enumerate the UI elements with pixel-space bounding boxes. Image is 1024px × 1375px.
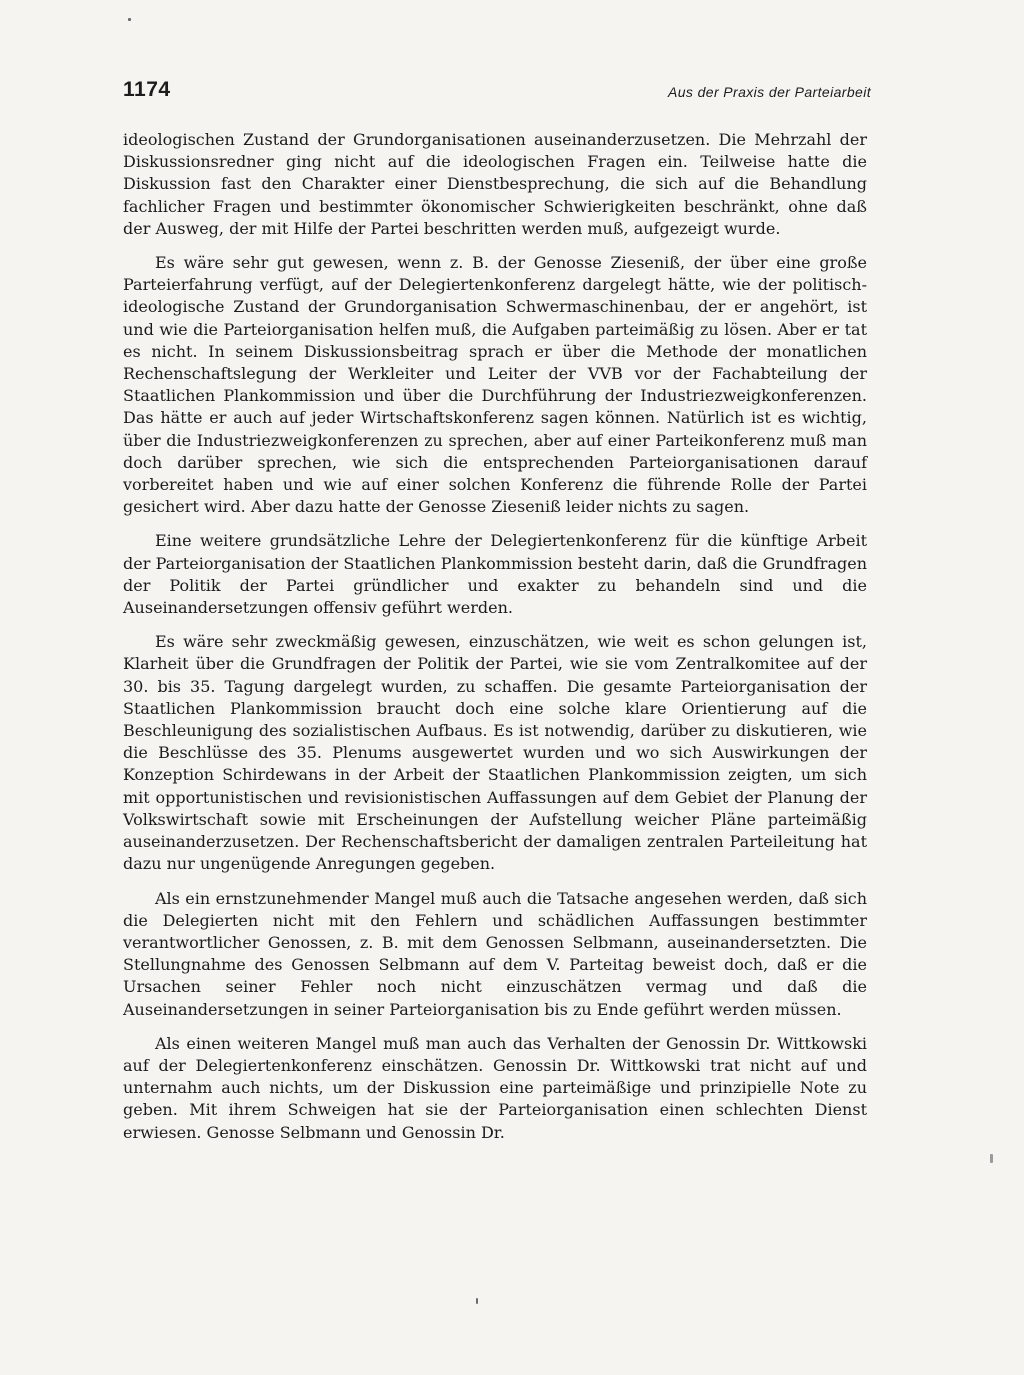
paragraph-4: Es wäre sehr zweckmäßig gewesen, einzuschätzen, wie weit es schon gelungen ist, Klarheit über die Grundfragen der Politik der Partei, wie sie vom Zentralkomitee auf der 30. bis 35. Tagung dargelegt wurden, zu schaffen. Die gesamte Parteiorganisation der Staatlichen Plankommission braucht doch eine solche klare Orientierung auf die Beschleunigung des sozialistischen Aufbaus. Es ist notwendig, darüber zu diskutieren, wie die Beschlüsse des 35. Plenums ausgewertet wurden und wo sich Auswirkungen der Konzeption Schirdewans in der Arbeit der Staatlichen Plankommission zeigten, um sich mit opportunistischen und revisionistischen Auffassungen auf dem Gebiet der Planung der Volkswirtschaft sowie mit Erscheinungen der Aufstellung weicher Pläne parteimäßig auseinanderzusetzen. Der Rechenschaftsbericht der damaligen zentralen Parteileitung hat dazu nur ungenügende Anregungen gegeben.	[123, 632, 867, 874]
scan-speck	[128, 18, 131, 21]
paragraph-6: Als einen weiteren Mangel muß man auch das Verhalten der Genossin Dr. Wittkowski auf der Delegiertenkonferenz einschätzen. Genossin Dr. Wittkowski trat nicht auf und unternahm auch nichts, um der Diskussion eine parteimäßige und prinzipielle Note zu geben. Mit ihrem Schweigen hat sie der Parteiorganisation einen schlechten Dienst erwiesen. Genosse Selbmann und Genossin Dr.	[123, 1033, 867, 1142]
page-number: 1174	[123, 78, 171, 101]
scan-speck	[476, 1298, 478, 1304]
paragraph-5: Als ein ernstzunehmender Mangel muß auch die Tatsache angesehen werden, daß sich die Delegierten nicht mit den Fehlern und schädlichen Auffassungen bestimmter verantwortlicher Genossen, z. B. mit dem Genossen Selbmann, auseinandersetzten. Die Stellungnahme des Genossen Selbmann auf dem V. Parteitag beweist doch, daß er die Ursachen seiner Fehler noch nicht einzuschätzen vermag und daß die Auseinandersetzungen in seiner Parteiorganisation bis zu Ende geführt werden müssen.	[123, 888, 867, 1019]
paragraph-1: ideologischen Zustand der Grundorganisationen auseinanderzusetzen. Die Mehrzahl der Diskussionsredner ging nicht auf die ideologischen Fragen ein. Teilweise hatte die Diskussion fast den Charakter einer Dienstbesprechung, die sich auf die Behandlung fachlicher Fragen und bestimmter ökonomischer Schwierigkeiten beschränkt, ohne daß der Ausweg, der mit Hilfe der Partei beschritten werden muß, aufgezeigt wurde.	[123, 130, 867, 238]
running-head: Aus der Praxis der Parteiarbeit	[667, 84, 871, 100]
scan-speck	[990, 1154, 993, 1163]
body-text	[123, 129, 867, 1144]
paragraph-2: Es wäre sehr gut gewesen, wenn z. B. der Genosse Ziesenіß, der über eine große Parteierfahrung verfügt, auf der Delegiertenkonferenz dargelegt hätte, wie der politisch-ideologische Zustand der Grundorganisation Schwermaschinenbau, der er angehört, ist und wie die Parteiorganisation helfen muß, die Aufgaben parteimäßig zu lösen. Aber er tat es nicht. In seinem Diskussionsbeitrag sprach er über die Methode der monatlichen Rechenschaftslegung der Werkleiter und Leiter der VVB vor der Fachabteilung der Staatlichen Plankommission und über die Durchführung der Industriezweigkonferenzen. Das hätte er auch auf jeder Wirtschaftskonferenz sagen können. Natürlich ist es wichtig, über die Industriezweigkonferenzen zu sprechen, aber auf einer Parteikonferenz muß man doch darüber sprechen, wie sich die entsprechenden Parteiorganisationen darauf vorbereitet haben und wie auf einer solchen Konferenz die führende Rolle der Partei gesichert wird. Aber dazu hatte der Genosse Ziesenіß leider nichts zu sagen.	[123, 253, 867, 517]
page-header	[123, 78, 871, 106]
paragraph-3: Eine weitere grundsätzliche Lehre der Delegiertenkonferenz für die künftige Arbeit der Parteiorganisation der Staatlichen Plankommission besteht darin, daß die Grundfragen der Politik der Partei gründlicher und exakter zu behandeln sind und die Auseinandersetzungen offensiv geführt werden.	[123, 531, 867, 618]
